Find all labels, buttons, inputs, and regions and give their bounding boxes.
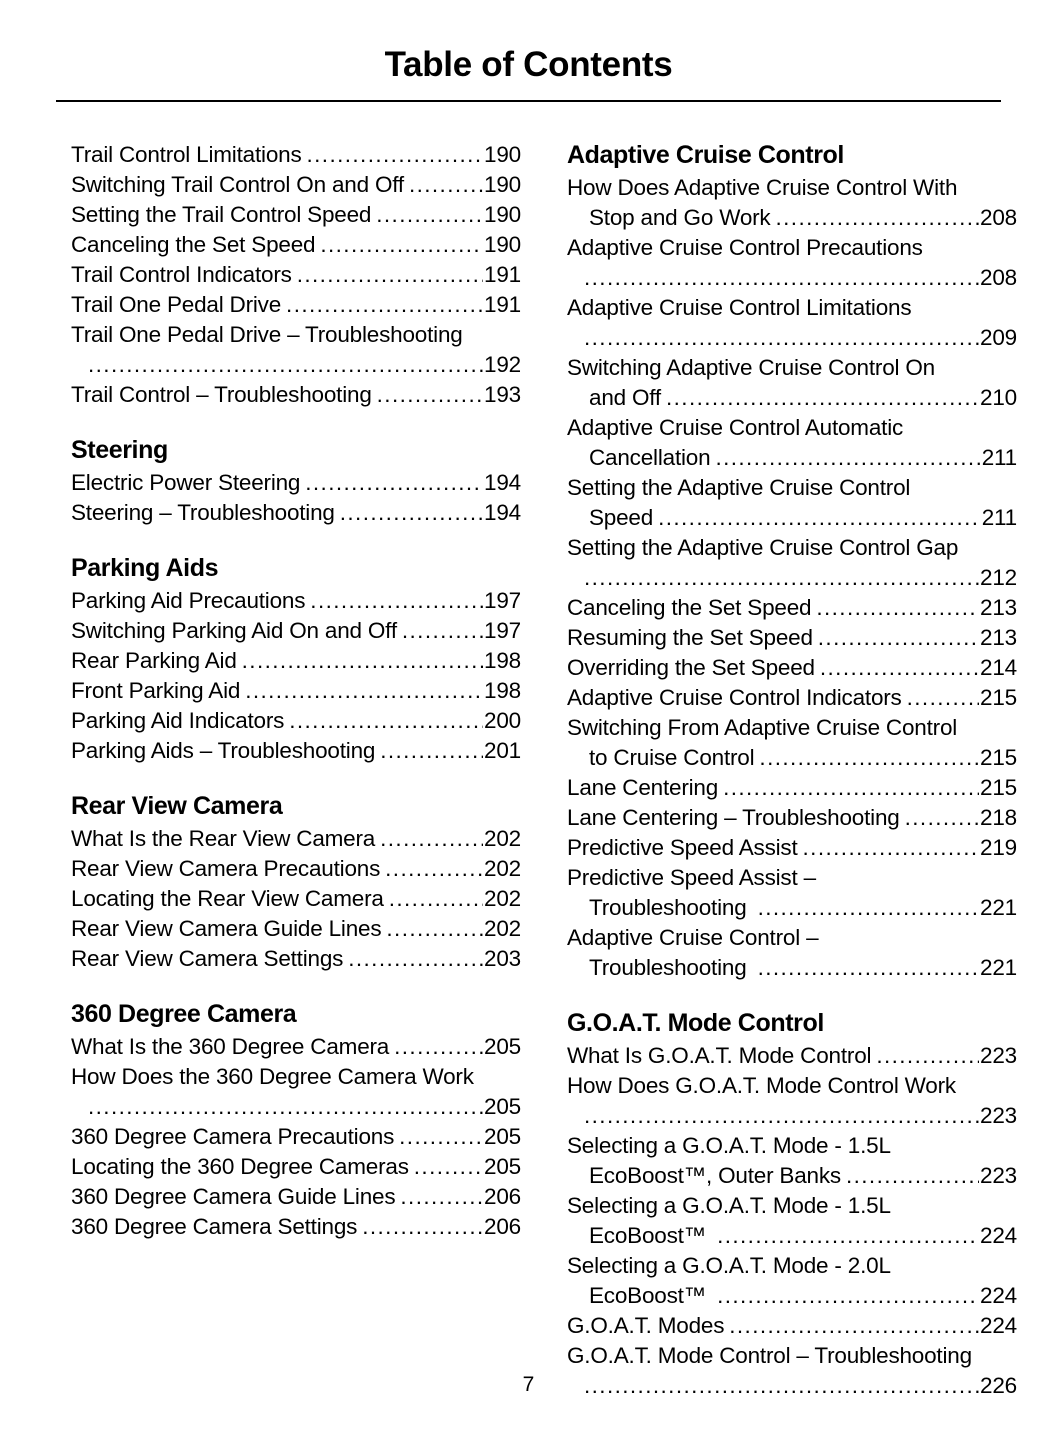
leader-dots — [717, 1221, 979, 1251]
leader-dots — [876, 1041, 979, 1071]
toc-entry[interactable] — [71, 824, 521, 854]
entry-page-number: 214 — [980, 655, 1017, 680]
entry-page-number: 210 — [980, 385, 1017, 410]
entry-title: Selecting a G.O.A.T. Mode - 1.5L — [567, 1133, 891, 1158]
section-heading: G.O.A.T. Mode Control — [567, 1009, 824, 1037]
entry-title: Parking Aid Indicators — [71, 708, 285, 733]
entry-page-number: 211 — [981, 445, 1017, 470]
toc-entry[interactable] — [71, 944, 521, 974]
leader-dots — [389, 884, 483, 914]
entry-page-number: 205 — [484, 1034, 521, 1059]
toc-entry[interactable] — [567, 803, 1017, 833]
leader-dots — [362, 1212, 483, 1242]
toc-entry[interactable] — [71, 140, 521, 170]
entry-page-number: 223 — [980, 1103, 1017, 1128]
toc-entry[interactable] — [567, 473, 1017, 533]
toc-entry[interactable] — [567, 293, 1017, 353]
section-heading: Adaptive Cruise Control — [567, 141, 844, 169]
entry-title: Stop and Go Work — [589, 205, 771, 230]
leader-dots — [376, 200, 483, 230]
entry-title: to Cruise Control — [589, 745, 755, 770]
entry-page-number: 198 — [484, 648, 521, 673]
entry-title: Adaptive Cruise Control Precautions — [567, 235, 923, 260]
leader-dots — [584, 263, 979, 293]
entry-title: Adaptive Cruise Control Indicators — [567, 685, 902, 710]
section-heading: Rear View Camera — [71, 792, 283, 820]
leader-dots — [386, 914, 483, 944]
entry-title: How Does G.O.A.T. Mode Control Work — [567, 1073, 956, 1098]
leader-dots — [385, 854, 483, 884]
toc-entry-list — [71, 824, 521, 974]
toc-entry[interactable] — [567, 353, 1017, 413]
toc-entry[interactable] — [567, 1131, 1017, 1191]
toc-entry[interactable] — [71, 1062, 521, 1122]
section-heading: Parking Aids — [71, 554, 219, 582]
entry-title: Selecting a G.O.A.T. Mode - 2.0L — [567, 1253, 891, 1278]
entry-title: G.O.A.T. Mode Control – Troubleshooting — [567, 1343, 972, 1368]
toc-entry[interactable] — [71, 1182, 521, 1212]
entry-title: Trail Control Indicators — [71, 262, 292, 287]
leader-dots — [584, 323, 979, 353]
entry-title: Trail Control – Troubleshooting — [71, 382, 372, 407]
entry-title: EcoBoost™ — [589, 1283, 713, 1308]
entry-title: Front Parking Aid — [71, 678, 241, 703]
entry-title: Selecting a G.O.A.T. Mode - 1.5L — [567, 1193, 891, 1218]
leader-dots — [320, 230, 483, 260]
toc-entry-list — [71, 586, 521, 766]
toc-section — [71, 791, 521, 974]
toc-entry[interactable] — [71, 260, 521, 290]
title-divider — [56, 100, 1001, 102]
entry-page-number: 197 — [484, 588, 521, 613]
leader-dots — [242, 646, 483, 676]
toc-entry[interactable] — [71, 1032, 521, 1062]
entry-page-number: 215 — [980, 775, 1017, 800]
toc-entry[interactable] — [71, 170, 521, 200]
toc-entry[interactable] — [71, 230, 521, 260]
entry-title: Predictive Speed Assist — [567, 835, 798, 860]
leader-dots — [666, 383, 979, 413]
entry-title: Locating the 360 Degree Cameras — [71, 1154, 409, 1179]
entry-title: 360 Degree Camera Precautions — [71, 1124, 395, 1149]
entry-title: How Does the 360 Degree Camera Work — [71, 1064, 474, 1089]
toc-entry[interactable] — [567, 653, 1017, 683]
leader-dots — [245, 676, 483, 706]
entry-title: Resuming the Set Speed — [567, 625, 813, 650]
leader-dots — [348, 944, 483, 974]
entry-page-number: 191 — [484, 292, 521, 317]
entry-title: EcoBoost™, Outer Banks — [589, 1163, 841, 1188]
entry-title: Setting the Trail Control Speed — [71, 202, 372, 227]
toc-section — [71, 553, 521, 766]
leader-dots — [88, 350, 483, 380]
leader-dots — [658, 503, 981, 533]
entry-page-number: 221 — [980, 895, 1017, 920]
entry-title: EcoBoost™ — [589, 1223, 713, 1248]
toc-section — [71, 435, 521, 528]
leader-dots — [409, 170, 483, 200]
toc-entry[interactable] — [71, 854, 521, 884]
toc-entry[interactable] — [71, 616, 521, 646]
leader-dots — [907, 683, 979, 713]
toc-entry[interactable] — [567, 533, 1017, 593]
leader-dots — [758, 953, 979, 983]
entry-page-number: 190 — [484, 202, 521, 227]
leader-dots — [414, 1152, 483, 1182]
leader-dots — [818, 623, 979, 653]
entry-title: Switching From Adaptive Cruise Control — [567, 715, 958, 740]
toc-entry[interactable] — [567, 713, 1017, 773]
leader-dots — [400, 1182, 483, 1212]
toc-entry[interactable] — [567, 1311, 1017, 1341]
entry-title: Switching Trail Control On and Off — [71, 172, 404, 197]
entry-page-number: 215 — [980, 685, 1017, 710]
toc-section — [567, 140, 1017, 983]
entry-page-number: 219 — [980, 835, 1017, 860]
entry-page-number: 190 — [484, 172, 521, 197]
entry-page-number: 212 — [980, 565, 1017, 590]
entry-title: Steering – Troubleshooting — [71, 500, 335, 525]
entry-page-number: 202 — [484, 856, 521, 881]
entry-title: Trail One Pedal Drive – Troubleshooting — [71, 322, 463, 347]
entry-page-number: 209 — [980, 325, 1017, 350]
entry-title: Predictive Speed Assist – — [567, 865, 816, 890]
toc-entry-list — [71, 1032, 521, 1242]
entry-page-number: 200 — [484, 708, 521, 733]
leader-dots — [307, 140, 484, 170]
toc-entry[interactable] — [71, 586, 521, 616]
entry-page-number: 202 — [484, 886, 521, 911]
entry-page-number: 211 — [981, 505, 1017, 530]
toc-entry-list — [567, 173, 1017, 983]
entry-title: Rear Parking Aid — [71, 648, 237, 673]
entry-title: Trail Control Limitations — [71, 142, 302, 167]
entry-title: Trail One Pedal Drive — [71, 292, 282, 317]
leader-dots — [758, 893, 979, 923]
toc-entry[interactable] — [71, 380, 521, 410]
entry-title: Adaptive Cruise Control Automatic — [567, 415, 904, 440]
toc-entry[interactable] — [71, 290, 521, 320]
toc-entry[interactable] — [567, 623, 1017, 653]
entry-page-number: 226 — [980, 1373, 1017, 1398]
entry-page-number: 194 — [484, 470, 521, 495]
section-heading: 360 Degree Camera — [71, 1000, 297, 1028]
entry-page-number: 190 — [484, 232, 521, 257]
entry-page-number: 198 — [484, 678, 521, 703]
entry-title: Overriding the Set Speed — [567, 655, 815, 680]
toc-entry[interactable] — [71, 706, 521, 736]
entry-title: Parking Aids – Troubleshooting — [71, 738, 376, 763]
leader-dots — [380, 824, 483, 854]
toc-entry[interactable] — [567, 1251, 1017, 1311]
toc-section — [71, 999, 521, 1242]
entry-page-number: 223 — [980, 1043, 1017, 1068]
toc-entry[interactable] — [71, 884, 521, 914]
page-title: Table of Contents — [384, 45, 673, 84]
leader-dots — [820, 653, 979, 683]
leader-dots — [816, 593, 979, 623]
entry-title: What Is the 360 Degree Camera — [71, 1034, 390, 1059]
leader-dots — [759, 743, 979, 773]
entry-page-number: 190 — [484, 142, 521, 167]
toc-section — [71, 140, 521, 410]
toc-entry[interactable] — [567, 683, 1017, 713]
toc-entry[interactable] — [71, 1152, 521, 1182]
leader-dots — [775, 203, 979, 233]
entry-page-number: 224 — [980, 1283, 1017, 1308]
entry-page-number: 202 — [484, 826, 521, 851]
leader-dots — [289, 706, 483, 736]
entry-title: 360 Degree Camera Guide Lines — [71, 1184, 396, 1209]
leader-dots — [297, 260, 483, 290]
entry-title: Rear View Camera Precautions — [71, 856, 381, 881]
entry-title: What Is the Rear View Camera — [71, 826, 376, 851]
leader-dots — [286, 290, 483, 320]
entry-page-number: 215 — [980, 745, 1017, 770]
toc-entry[interactable] — [71, 498, 521, 528]
toc-entry[interactable] — [567, 1071, 1017, 1131]
entry-page-number: 197 — [484, 618, 521, 643]
toc-entry[interactable] — [567, 1191, 1017, 1251]
entry-title: Cancellation — [589, 445, 711, 470]
entry-page-number: 224 — [980, 1313, 1017, 1338]
entry-page-number: 221 — [980, 955, 1017, 980]
toc-entry[interactable] — [567, 863, 1017, 923]
toc-entry[interactable] — [567, 173, 1017, 233]
entry-title: Adaptive Cruise Control Limitations — [567, 295, 912, 320]
leader-dots — [88, 1092, 483, 1122]
leader-dots — [399, 1122, 483, 1152]
leader-dots — [584, 563, 979, 593]
entry-title: How Does Adaptive Cruise Control With — [567, 175, 958, 200]
page-number: 7 — [522, 1373, 535, 1396]
entry-page-number: 218 — [980, 805, 1017, 830]
toc-entry-list — [71, 468, 521, 528]
leader-dots — [305, 468, 483, 498]
entry-page-number: 203 — [484, 946, 521, 971]
entry-title: Lane Centering — [567, 775, 719, 800]
leader-dots — [584, 1101, 979, 1131]
entry-page-number: 224 — [980, 1223, 1017, 1248]
entry-title: Canceling the Set Speed — [567, 595, 812, 620]
entry-title: Lane Centering – Troubleshooting — [567, 805, 900, 830]
entry-title: Setting the Adaptive Cruise Control Gap — [567, 535, 959, 560]
toc-entry[interactable] — [567, 593, 1017, 623]
entry-title: Parking Aid Precautions — [71, 588, 306, 613]
entry-page-number: 223 — [980, 1163, 1017, 1188]
toc-entry[interactable] — [71, 320, 521, 380]
entry-title: Rear View Camera Guide Lines — [71, 916, 382, 941]
entry-title: Setting the Adaptive Cruise Control — [567, 475, 911, 500]
leader-dots — [846, 1161, 979, 1191]
entry-page-number: 202 — [484, 916, 521, 941]
toc-entry[interactable] — [567, 923, 1017, 983]
toc-entry-list — [71, 140, 521, 410]
toc-entry[interactable] — [567, 1041, 1017, 1071]
entry-title: Canceling the Set Speed — [71, 232, 316, 257]
entry-title: Troubleshooting — [589, 955, 753, 980]
entry-page-number: 213 — [980, 595, 1017, 620]
entry-page-number: 213 — [980, 625, 1017, 650]
toc-entry[interactable] — [71, 1212, 521, 1242]
toc-entry[interactable] — [71, 1122, 521, 1152]
toc-entry[interactable] — [567, 413, 1017, 473]
entry-page-number: 206 — [484, 1214, 521, 1239]
entry-title: Locating the Rear View Camera — [71, 886, 384, 911]
leader-dots — [717, 1281, 979, 1311]
entry-page-number: 192 — [484, 352, 521, 377]
leader-dots — [402, 616, 483, 646]
entry-title: Switching Adaptive Cruise Control On — [567, 355, 935, 380]
toc-entry-list — [567, 1041, 1017, 1401]
leader-dots — [377, 380, 483, 410]
leader-dots — [340, 498, 483, 528]
toc-entry[interactable] — [71, 914, 521, 944]
entry-page-number: 205 — [484, 1154, 521, 1179]
entry-title: Electric Power Steering — [71, 470, 301, 495]
entry-title: Speed — [589, 505, 654, 530]
entry-title: Troubleshooting — [589, 895, 753, 920]
entry-title: Adaptive Cruise Control – — [567, 925, 819, 950]
leader-dots — [310, 586, 483, 616]
toc-column-right — [567, 140, 1017, 1401]
entry-title: Switching Parking Aid On and Off — [71, 618, 397, 643]
entry-title: What Is G.O.A.T. Mode Control — [567, 1043, 872, 1068]
entry-page-number: 206 — [484, 1184, 521, 1209]
leader-dots — [803, 833, 980, 863]
leader-dots — [905, 803, 979, 833]
toc-entry[interactable] — [567, 833, 1017, 863]
toc-entry[interactable] — [71, 676, 521, 706]
entry-page-number: 205 — [484, 1124, 521, 1149]
toc-column-left — [71, 140, 521, 1242]
toc-section — [567, 1008, 1017, 1401]
entry-title: G.O.A.T. Modes — [567, 1313, 725, 1338]
leader-dots — [394, 1032, 483, 1062]
entry-page-number: 208 — [980, 265, 1017, 290]
toc-entry[interactable] — [567, 773, 1017, 803]
entry-title: Rear View Camera Settings — [71, 946, 344, 971]
entry-title: 360 Degree Camera Settings — [71, 1214, 358, 1239]
entry-page-number: 208 — [980, 205, 1017, 230]
entry-page-number: 205 — [484, 1094, 521, 1119]
toc-entry[interactable] — [71, 200, 521, 230]
leader-dots — [380, 736, 483, 766]
entry-page-number: 193 — [484, 382, 521, 407]
toc-entry[interactable] — [71, 646, 521, 676]
leader-dots — [729, 1311, 979, 1341]
entry-page-number: 194 — [484, 500, 521, 525]
entry-page-number: 191 — [484, 262, 521, 287]
entry-title: and Off — [589, 385, 661, 410]
toc-entry[interactable] — [71, 468, 521, 498]
section-heading: Steering — [71, 436, 168, 464]
toc-entry[interactable] — [567, 233, 1017, 293]
leader-dots — [723, 773, 979, 803]
entry-page-number: 201 — [484, 738, 521, 763]
toc-entry[interactable] — [71, 736, 521, 766]
leader-dots — [715, 443, 980, 473]
